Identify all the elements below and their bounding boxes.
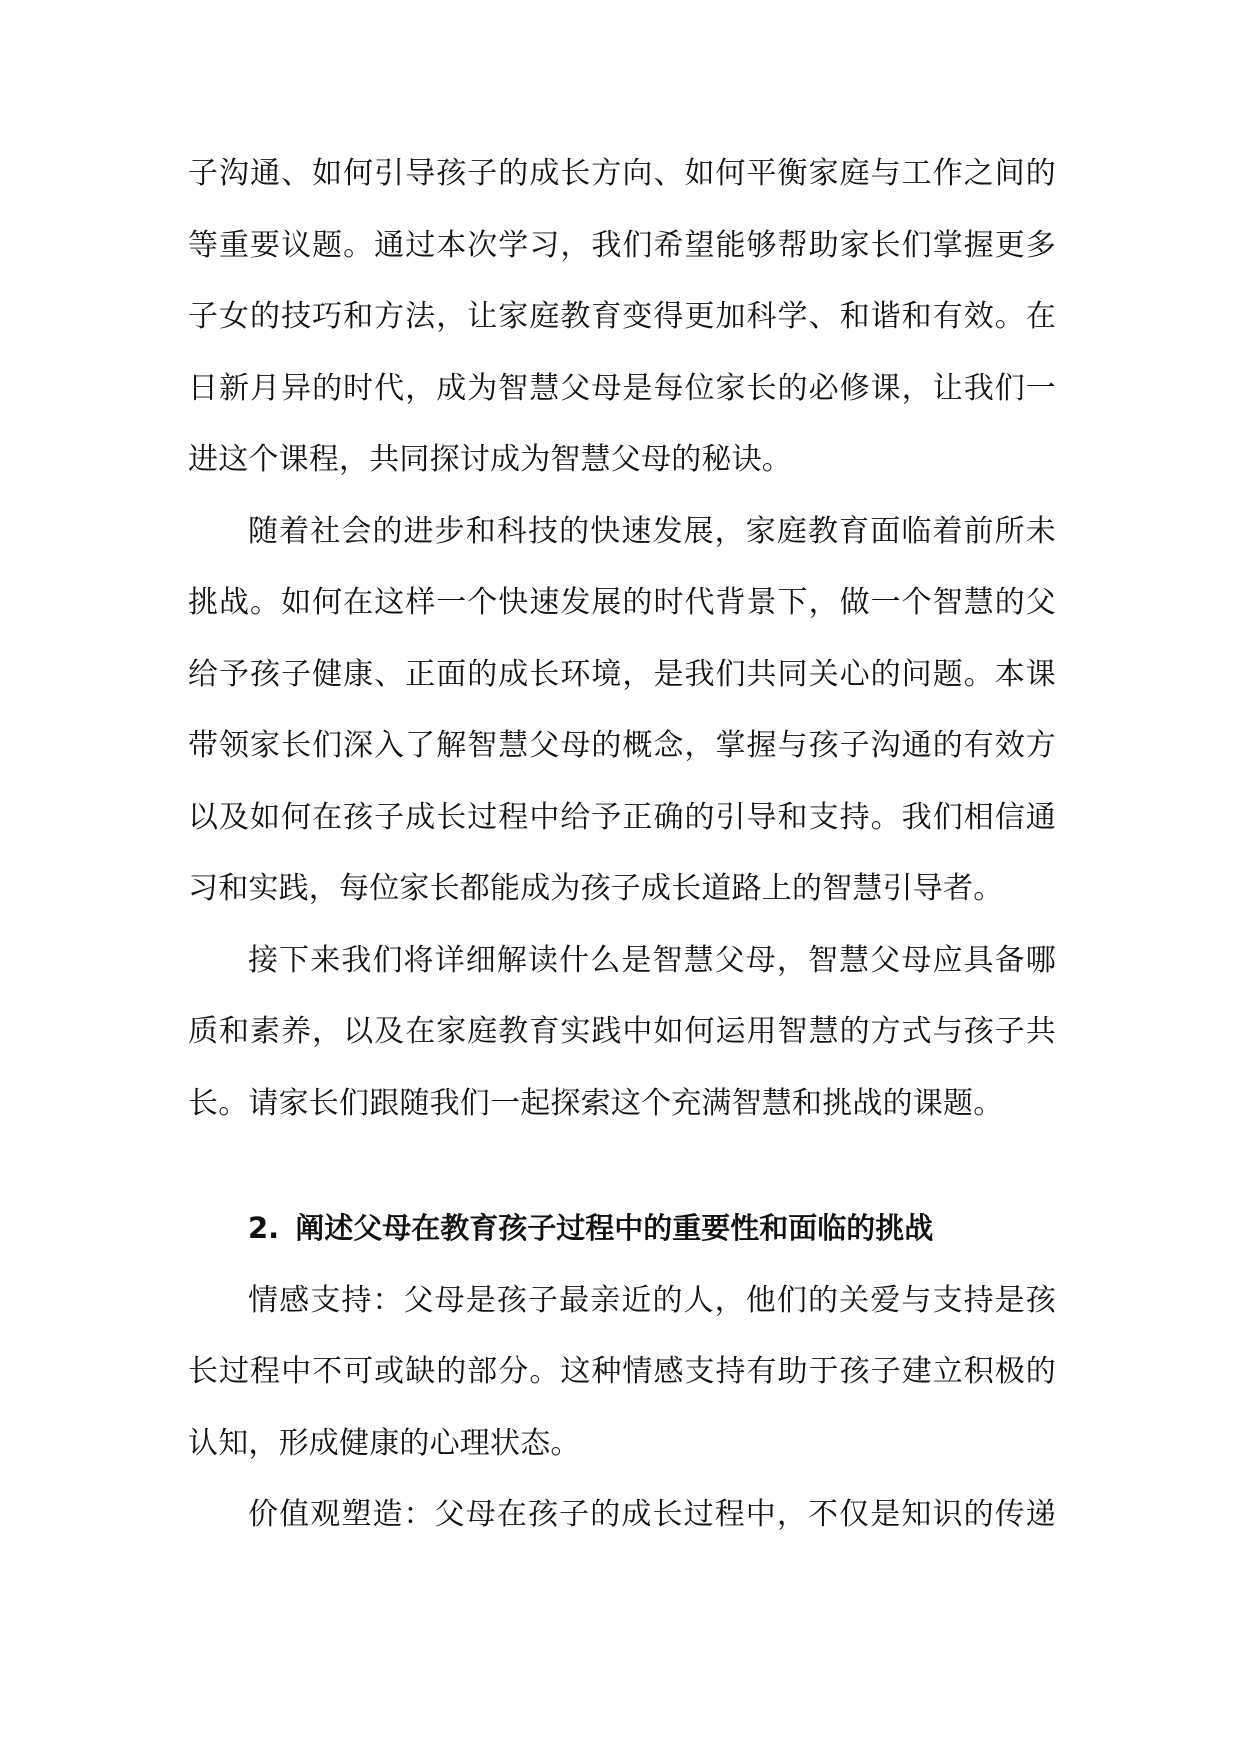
paragraph-next-steps [188,925,1056,1140]
text-line: 进这个课程，共同探讨成为智慧父母的秘诀。 [188,442,792,477]
text-line: 价值观塑造：父母在孩子的成长过程中，不仅是知识的传递 [248,1497,1056,1532]
text-line: 给予孩子健康、正面的成长环境，是我们共同关心的问题。本课 [188,656,1056,692]
text-line: 以及如何在孩子成长过程中给予正确的引导和支持。我们相信通 [188,799,1056,835]
text-line: 挑战。如何在这样一个快速发展的时代背景下，做一个智慧的父 [188,585,1056,620]
paragraph-values-shaping [188,1479,1056,1551]
text-line: 认知，形成健康的心理状态。 [188,1425,581,1461]
text-line: 子沟通、如何引导孩子的成长方向、如何平衡家庭与工作之间的 [188,156,1056,191]
section-heading [188,1193,1056,1265]
text-line: 子女的技巧和方法，让家庭教育变得更加科学、和谐和有效。在 [188,299,1056,334]
text-line: 随着社会的进步和科技的快速发展，家庭教育面临着前所未 [248,513,1056,549]
paragraph-emotional-support [188,1265,1056,1480]
text-line: 日新月异的时代，成为智慧父母是每位家长的必修课，让我们一 [188,370,1056,406]
text-line: 情感支持：父母是孩子最亲近的人，他们的关爱与支持是孩 [248,1282,1056,1318]
paragraph-social-progress [188,496,1056,925]
text-line: 接下来我们将详细解读什么是智慧父母，智慧父母应具备哪 [248,942,1056,978]
text-line: 等重要议题。通过本次学习，我们希望能够帮助家长们掌握更多 [188,227,1056,263]
text-line: 带领家长们深入了解智慧父母的概念，掌握与孩子沟通的有效方 [188,728,1056,763]
text-line: 习和实践，每位家长都能成为孩子成长道路上的智慧引导者。 [188,871,1004,906]
document-body [188,138,1056,1551]
text-line: 长过程中不可或缺的部分。这种情感支持有助于孩子建立积极的 [188,1354,1056,1389]
text-line: 长。请家长们跟随我们一起探索这个充满智慧和挑战的课题。 [188,1085,1004,1121]
section-number: 2. [248,1211,280,1245]
section-spacer [188,1139,1056,1193]
text-line: 质和素养，以及在家庭教育实践中如何运用智慧的方式与孩子共 [188,1014,1056,1049]
section-title: 阐述父母在教育孩子过程中的重要性和面临的挑战 [295,1211,934,1245]
paragraph-intro-continued [188,138,1056,496]
